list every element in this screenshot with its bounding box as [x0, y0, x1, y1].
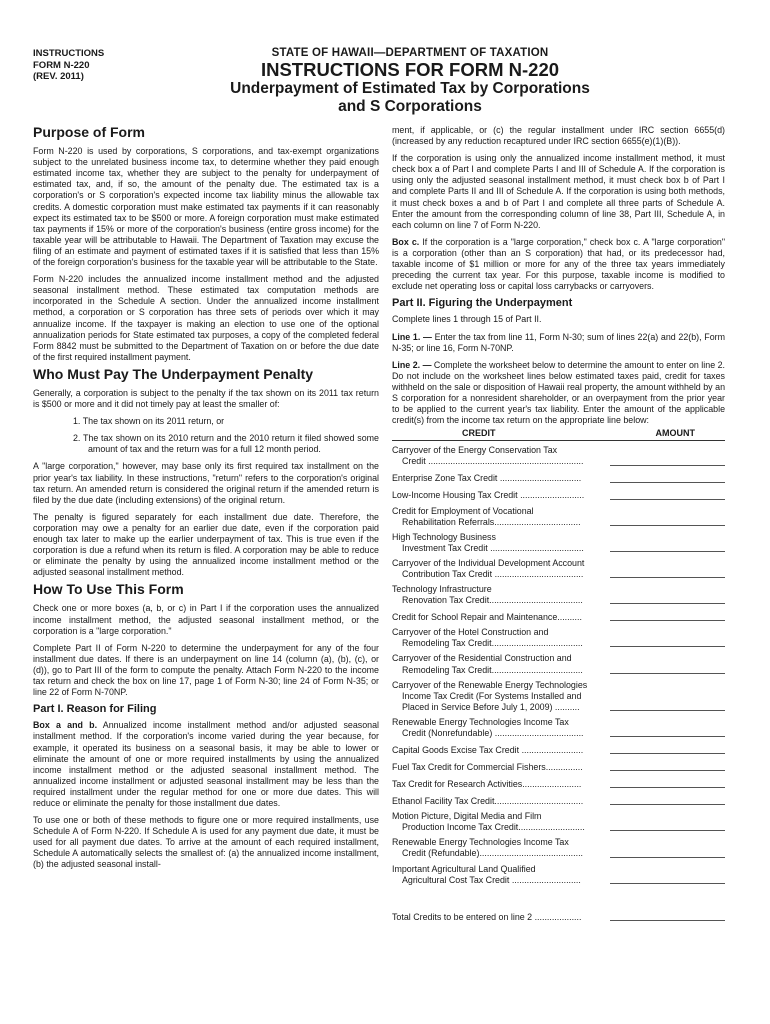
- credit-row: [392, 627, 725, 649]
- paragraph: [392, 332, 725, 354]
- credit-label-line: Carryover of the Renewable Energy Technologies: [392, 679, 588, 690]
- credit-label-line: Investment Tax Credit ......................................: [402, 542, 584, 553]
- credit-row: [392, 680, 725, 713]
- paragraph: Form N-220 is used by corporations, S corporations, and tax-exempt organizations subject to the unrelated business income tax, to determine whether they paid enough estimated income tax, whether they are subject to the penalty for underpayment of estimated tax, and, if so, the amount of the penalty due. The estimated tax is a corporation's or S corporation's expected income tax liability minus the allowable tax credits. A domestic corporation must make estimated tax payments if it can reasonably expect its estimated tax to be $500 or more. A foreign corporation must make estimated tax payments if 15% or more of the corporation's business (entire gross income) for the taxable year will be attributable to Hawaii. The Department of Taxation may excuse the filing of an estimate and payment of estimated taxes if it is satisfied that less than 15% of the foreign corporation's business for the taxable year will be attributable to the State.: [33, 146, 379, 268]
- credit-label-line: Renewable Energy Technologies Income Tax: [392, 716, 569, 727]
- paragraph-text: Annualized income installment method and/or adjusted seasonal installment method. If the corporation's income varied during the year because, for example, it operated its business on a seasonal basis, it may be able to lower or eliminate the amount of one or more required installments by using the annualized income installment method or the adjusted seasonal installment method. The annualized income installment or adjusted seasonal installment may be less than the required installment under the regular method for one or more due dates. This will reduce or eliminate the penalty for those installment due dates.: [33, 720, 379, 808]
- paragraph: A "large corporation," however, may base only its first required tax installment on the prior year's tax liability. In these instructions, "return" refers to the corporation's original tax return. An amended return is considered the original return if the amended return is filed by the due date (including extensions) of the original return.: [33, 461, 379, 505]
- credit-row: [392, 794, 725, 807]
- credit-label-line: Low-Income Housing Tax Credit ..........................: [392, 490, 585, 501]
- credit-row: [392, 532, 725, 554]
- paragraph-text: Complete the worksheet below to determine the amount to enter on line 2. Do not include on the worksheet lines below estimated taxes paid, credit for taxes withheld on the sale or disposition of Hawaii real property, the amount withheld by an S corporation for a nonresident shareholder, or an overpayment from the prior year to be applied to the current year's tax liability. Enter the amount of the applicable credit(s) from the income tax return on the appropriate line below:: [392, 359, 725, 426]
- credit-label: [392, 717, 606, 739]
- credit-label-line: Carryover of the Energy Conservation Tax: [392, 445, 558, 456]
- credit-amount-field[interactable]: [610, 743, 725, 754]
- document-header: [150, 47, 670, 116]
- paragraph-lead: Line 1. —: [392, 331, 432, 342]
- section-heading: Who Must Pay The Underpayment Penalty: [33, 365, 314, 382]
- subsection-heading: Part II. Figuring the Underpayment: [392, 297, 573, 310]
- paragraph: Form N-220 includes the annualized income installment method and the adjusted seasonal installment method. These estimated tax computation methods are incorporated in the Schedule A section. Under the annualized income installment method, a corporation or S corporation has three sets of periods over which it may annualize income. If the taxpayer is making an election to use one of the optional annualization periods for State estimated tax purposes, a copy of the completed federal Form 8842 must be submitted to the Department of Taxation on or before the due date of the first required installment payment.: [33, 274, 379, 362]
- credit-label-line: Renovation Tax Credit......................................: [402, 595, 583, 606]
- credit-amount-field[interactable]: [610, 593, 725, 604]
- right-column: [392, 125, 725, 923]
- credit-label-line: High Technology Business: [392, 531, 496, 542]
- credit-amount-field[interactable]: [610, 541, 725, 552]
- credit-amount-field[interactable]: [610, 760, 725, 771]
- paragraph: Check one or more boxes (a, b, or c) in Part I if the corporation uses the annualized income installment method, the adjusted seasonal installment method, or the corporation is a "large corporation.": [33, 603, 379, 636]
- credit-row: [392, 760, 725, 773]
- department-name: STATE OF HAWAII—DEPARTMENT OF TAXATION: [271, 47, 549, 59]
- credit-label-line: Credit (Refundable)..........................................: [402, 848, 584, 859]
- credit-label-line: Motion Picture, Digital Media and Film: [392, 811, 542, 822]
- credit-label: [392, 653, 606, 675]
- credit-row: [392, 717, 725, 739]
- credit-label-line: Carryover of the Hotel Construction and: [392, 627, 549, 638]
- credit-label: [392, 627, 606, 649]
- subsection-heading: Part I. Reason for Filing: [33, 703, 157, 716]
- paragraph: [392, 360, 725, 427]
- credit-row: [392, 653, 725, 675]
- worksheet-header: [392, 428, 725, 441]
- left-column: [33, 123, 379, 877]
- credit-row: [392, 489, 725, 502]
- credit-amount-field[interactable]: [610, 489, 725, 500]
- credit-label-line: Carryover of the Individual Development Account: [392, 557, 585, 568]
- credit-label: [392, 558, 606, 580]
- credit-label: [392, 745, 606, 756]
- credit-label: [392, 811, 606, 833]
- credit-label-line: Ethanol Facility Tax Credit....................................: [392, 796, 584, 807]
- section-heading: Purpose of Form: [33, 124, 146, 140]
- credit-label: [392, 612, 606, 623]
- paragraph: ment, if applicable, or (c) the regular installment under IRC section 6655(d) (increased by any reduction recaptured under IRC section 6655(e)(1)(B)).: [392, 125, 725, 147]
- credit-label-line: Credit ...............................................................: [402, 456, 584, 467]
- paragraph: [392, 237, 725, 292]
- credit-label: [392, 584, 606, 606]
- paragraph: [33, 720, 379, 809]
- credit-amount-field[interactable]: [610, 663, 725, 674]
- credit-amount-field[interactable]: [610, 515, 725, 526]
- credit-label-line: Agricultural Cost Tax Credit ............................: [402, 874, 581, 885]
- document-title: INSTRUCTIONS FOR FORM N-220: [260, 59, 560, 80]
- credit-label-line: Renewable Energy Technologies Income Tax: [392, 837, 569, 848]
- credit-amount-field[interactable]: [610, 820, 725, 831]
- credit-label: [392, 762, 606, 773]
- credit-worksheet: [392, 445, 725, 885]
- credit-row: [392, 837, 725, 859]
- credit-label: [392, 445, 606, 467]
- credit-label-line: Remodeling Tax Credit.....................................: [402, 664, 583, 675]
- credit-label-line: Technology Infrastructure: [392, 584, 492, 595]
- document-subtitle: and S Corporations: [338, 98, 482, 115]
- paragraph: Complete Part II of Form N-220 to determine the underpayment for any of the four installment due dates. If there is an underpayment on line 14 (column (a), (b), (c), or (d)), go to Part III of the form to compute the penalty. Attach Form N-220 to the income tax return and check the box on line 17, page 1 of Form N-30; line 24 of Form N-35; or line 22 of Form N-70NP.: [33, 642, 379, 698]
- credit-amount-field[interactable]: [610, 700, 725, 711]
- credit-row: [392, 811, 725, 833]
- credit-amount-field[interactable]: [610, 794, 725, 805]
- credit-label-line: Income Tax Credit (For Systems Installed and: [402, 690, 582, 701]
- paragraph-text: If the corporation is a "large corporation," check box c. A "large corporation" is a corporation (other than an S corporation) that had, or its predecessor had, taxable income of $1 million or more for any of the three tax years immediately preceding the current tax year. For this purpose, taxable income is modified to exclude net operating loss or capital loss carrybacks or carryovers.: [392, 236, 725, 292]
- form-identifier-line: FORM N-220: [33, 59, 90, 71]
- paragraph-text: Enter the tax from line 11, Form N-30; sum of lines 22(a) and 22(b), Form N-35; or line 16, Form N-70NP.: [392, 331, 725, 353]
- total-credits-label: Total Credits to be entered on line 2 ...................: [392, 911, 582, 922]
- list-item: 1. The tax shown on its 2011 return, or: [73, 416, 225, 427]
- credit-label-line: Capital Goods Excise Tax Credit .........................: [392, 745, 584, 756]
- credit-amount-field[interactable]: [610, 847, 725, 858]
- paragraph-lead: Box c.: [392, 236, 420, 247]
- form-identifier: [33, 48, 104, 83]
- paragraph: To use one or both of these methods to figure one or more required installments, use Schedule A of Form N-220. If Schedule A is used for any payment due date, it must be used for all payment due dates. To arrive at the amount of each required installment, Schedule A automatically selects the smallest of: (a) the annualized income installment, (b) the adjusted seasonal install-: [33, 815, 379, 870]
- credit-label-line: Credit for Employment of Vocational: [392, 505, 534, 516]
- credit-label-line: Enterprise Zone Tax Credit .................................: [392, 473, 582, 484]
- paragraph-lead: Line 2. —: [392, 359, 432, 370]
- credit-amount-field[interactable]: [610, 455, 725, 466]
- credit-amount-field[interactable]: [610, 472, 725, 483]
- credit-column-header: CREDIT: [462, 428, 496, 439]
- paragraph: Generally, a corporation is subject to the penalty if the tax shown on its 2011 tax return is $500 or more and it did not timely pay at least the smaller of:: [33, 387, 379, 410]
- paragraph: If the corporation is using only the annualized income installment method, it must check box a of Part I and complete Parts I and III of Schedule A. If the corporation is using only the adjusted seasonal installment method, it must check box b of Part I and complete Parts II and III of Schedule A. If the corporation is using both methods, it must check boxes a and b of Part I and complete all three parts of Schedule A. Enter the amount from the corresponding column of line 38, Part III, Schedule A, in each column on line 7 of Form N-220.: [392, 153, 725, 230]
- credit-amount-field[interactable]: [610, 777, 725, 788]
- credit-row: [392, 610, 725, 623]
- credit-label-line: Carryover of the Residential Construction and: [392, 653, 572, 664]
- paragraph: The penalty is figured separately for each installment due date. Therefore, the corporation may owe a penalty for an earlier due date, even if the corporation paid enough tax later to make up the earlier underpayment of tax. This is true even if the corporation is due a refund when its return is filed. A corporation may be able to reduce or eliminate the penalty by using the annualized income installment method or the adjusted seasonal installment method.: [33, 511, 379, 578]
- credit-label: [392, 473, 606, 484]
- amount-column-header: AMOUNT: [655, 428, 695, 439]
- credit-amount-field[interactable]: [610, 636, 725, 647]
- credit-label: [392, 680, 606, 713]
- credit-label-line: Remodeling Tax Credit.....................................: [402, 638, 583, 649]
- credit-label-line: Contribution Tax Credit ....................................: [402, 569, 584, 579]
- credit-label: [392, 490, 606, 501]
- credit-label-line: Fuel Tax Credit for Commercial Fishers...............: [392, 762, 583, 773]
- credit-label: [392, 837, 606, 859]
- credit-label: [392, 796, 606, 807]
- credit-label-line: Credit for School Repair and Maintenance..........: [392, 612, 582, 623]
- document-subtitle: Underpayment of Estimated Tax by Corporations: [230, 80, 590, 97]
- credit-label: [392, 779, 606, 790]
- credit-label-line: Rehabilitation Referrals...................................: [402, 516, 581, 527]
- credit-row: [392, 472, 725, 485]
- credit-label: [392, 864, 606, 886]
- credit-row: [392, 558, 725, 580]
- list-item: 2. The tax shown on its 2010 return and the 2010 return it filed showed some amount of tax and the return was for a full 12 month period.: [73, 433, 379, 455]
- credit-label-line: Tax Credit for Research Activities........................: [392, 779, 582, 790]
- credit-row: [392, 864, 725, 886]
- credit-row: [392, 506, 725, 528]
- credit-label: [392, 532, 606, 554]
- credit-row: [392, 445, 725, 467]
- credit-label-line: Placed in Service Before July 1, 2009) ..........: [402, 701, 580, 712]
- form-identifier-line: (REV. 2011): [33, 71, 84, 82]
- total-amount-field[interactable]: [610, 910, 725, 921]
- credit-amount-field[interactable]: [610, 873, 725, 884]
- total-credits-row: [392, 910, 725, 923]
- section-heading: How To Use This Form: [33, 581, 184, 598]
- form-identifier-line: INSTRUCTIONS: [33, 48, 105, 59]
- credit-label-line: Important Agricultural Land Qualified: [392, 863, 536, 874]
- credit-amount-field[interactable]: [610, 567, 725, 578]
- credit-label-line: Production Income Tax Credit...........................: [402, 822, 585, 833]
- paragraph-lead: Box a and b.: [33, 720, 98, 731]
- credit-row: [392, 584, 725, 606]
- credit-amount-field[interactable]: [610, 726, 725, 737]
- credit-row: [392, 743, 725, 756]
- credit-amount-field[interactable]: [610, 610, 725, 621]
- credit-label: [392, 506, 606, 528]
- credit-row: [392, 777, 725, 790]
- credit-label-line: Credit (Nonrefundable) ....................................: [402, 728, 584, 739]
- paragraph: Complete lines 1 through 15 of Part II.: [392, 314, 542, 325]
